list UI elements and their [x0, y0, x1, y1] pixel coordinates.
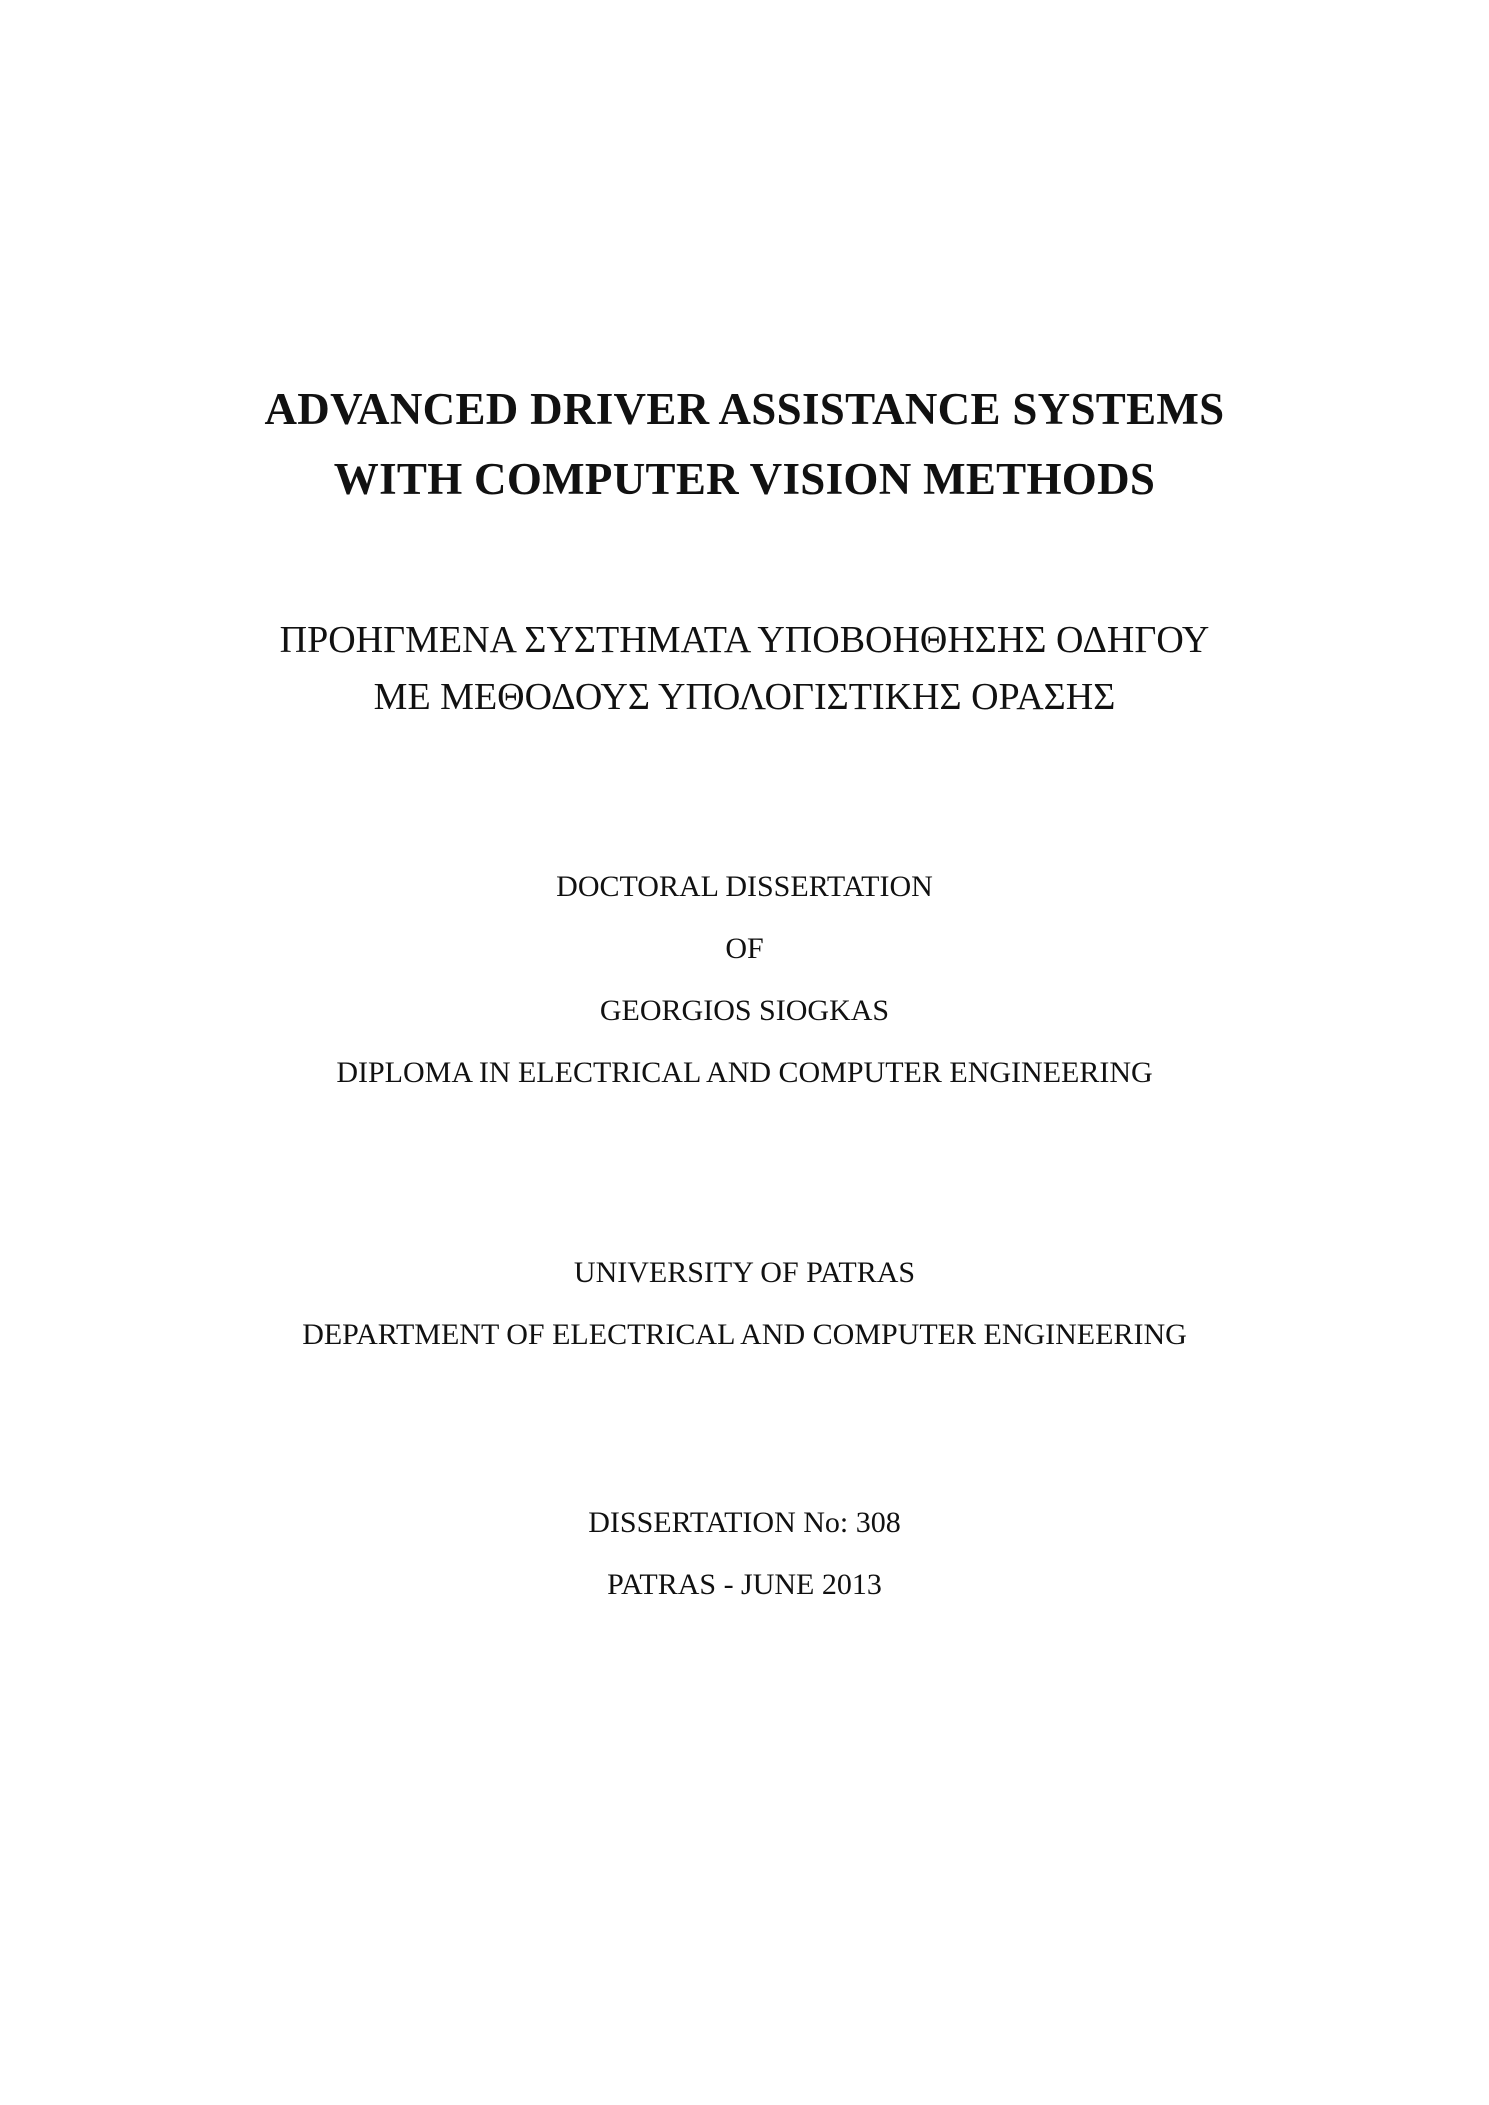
dissertation-type: DOCTORAL DISSERTATION [556, 870, 933, 903]
greek-title-line-1: ΠΡΟΗΓΜΕΝΑ ΣΥΣΤΗΜΑΤΑ ΥΠΟΒΟΗΘΗΣΗΣ ΟΔΗΓΟΥ [279, 619, 1210, 661]
english-title-line-1: ADVANCED DRIVER ASSISTANCE SYSTEMS [264, 384, 1225, 434]
author-diploma: DIPLOMA IN ELECTRICAL AND COMPUTER ENGINEERING [336, 1056, 1153, 1089]
department-name: DEPARTMENT OF ELECTRICAL AND COMPUTER ENGINEERING [302, 1318, 1187, 1351]
english-title-line-2: WITH COMPUTER VISION METHODS [333, 454, 1156, 504]
author-name: GEORGIOS SIOGKAS [599, 994, 890, 1027]
place-and-date: PATRAS - JUNE 2013 [607, 1568, 882, 1601]
dissertation-number: DISSERTATION No: 308 [588, 1506, 901, 1539]
greek-title-line-2: ΜΕ ΜΕΘΟΔΟΥΣ ΥΠΟΛΟΓΙΣΤΙΚΗΣ ΟΡΑΣΗΣ [373, 676, 1116, 718]
university-name: UNIVERSITY OF PATRAS [573, 1256, 916, 1289]
of-label: OF [725, 932, 764, 965]
